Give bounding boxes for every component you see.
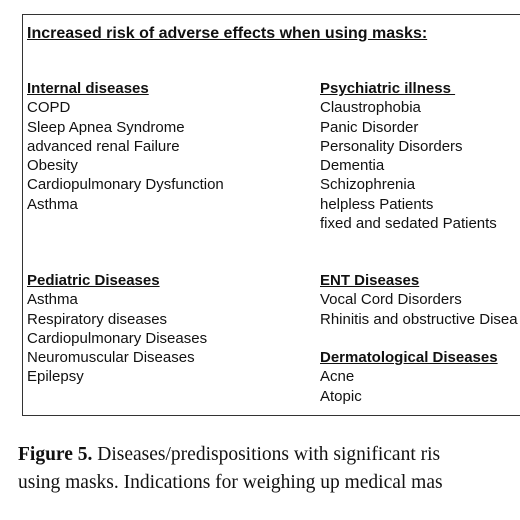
caption-line-1: [18, 441, 520, 469]
group-dermatological-diseases: [320, 348, 498, 406]
list-item: advanced renal Failure: [27, 137, 180, 155]
list-item: Schizophrenia: [320, 176, 416, 194]
group-heading: Dermatological Diseases: [320, 349, 498, 366]
group-heading: ENT Diseases: [320, 272, 420, 289]
list-item: Claustrophobia: [320, 99, 421, 117]
group-heading: Internal diseases: [27, 80, 149, 97]
list-item: Obesity: [27, 157, 78, 175]
list-item: helpless Patients: [320, 195, 434, 213]
list-item: fixed and sedated Patients: [320, 215, 497, 233]
list-item: Atopic: [320, 387, 362, 405]
list-item: Panic Disorder: [320, 118, 419, 136]
list-item: Asthma: [27, 195, 78, 213]
group-psychiatric-illness: [320, 79, 497, 233]
group-heading: Pediatric Diseases: [27, 272, 160, 289]
list-item: Sleep Apnea Syndrome: [27, 118, 185, 136]
list-item: Asthma: [27, 291, 78, 309]
list-item: Cardiopulmonary Dysfunction: [27, 176, 224, 194]
list-item: COPD: [27, 99, 71, 117]
caption-line-2: using masks. Indications for weighing up medical mas: [18, 472, 443, 493]
figure-caption: [18, 441, 520, 497]
caption-text: Diseases/predispositions with significant ris: [92, 444, 441, 465]
list-item: Personality Disorders: [320, 137, 463, 155]
list-item: Rhinitis and obstructive Disea: [320, 310, 518, 328]
list-item: Epilepsy: [27, 368, 84, 386]
figure-panel: [22, 14, 520, 416]
figure-label: Figure 5.: [18, 444, 93, 465]
list-item: Dementia: [320, 157, 385, 175]
figure-title: Increased risk of adverse effects when using masks:: [27, 25, 428, 42]
group-pediatric-diseases: [27, 271, 207, 387]
list-item: Vocal Cord Disorders: [320, 291, 462, 309]
list-item: Neuromuscular Diseases: [27, 349, 195, 367]
group-ent-diseases: [320, 271, 518, 329]
group-heading: Psychiatric illness: [320, 80, 456, 97]
list-item: Cardiopulmonary Diseases: [27, 329, 208, 347]
list-item: Acne: [320, 368, 355, 386]
group-internal-diseases: [27, 79, 224, 214]
list-item: Respiratory diseases: [27, 310, 168, 328]
